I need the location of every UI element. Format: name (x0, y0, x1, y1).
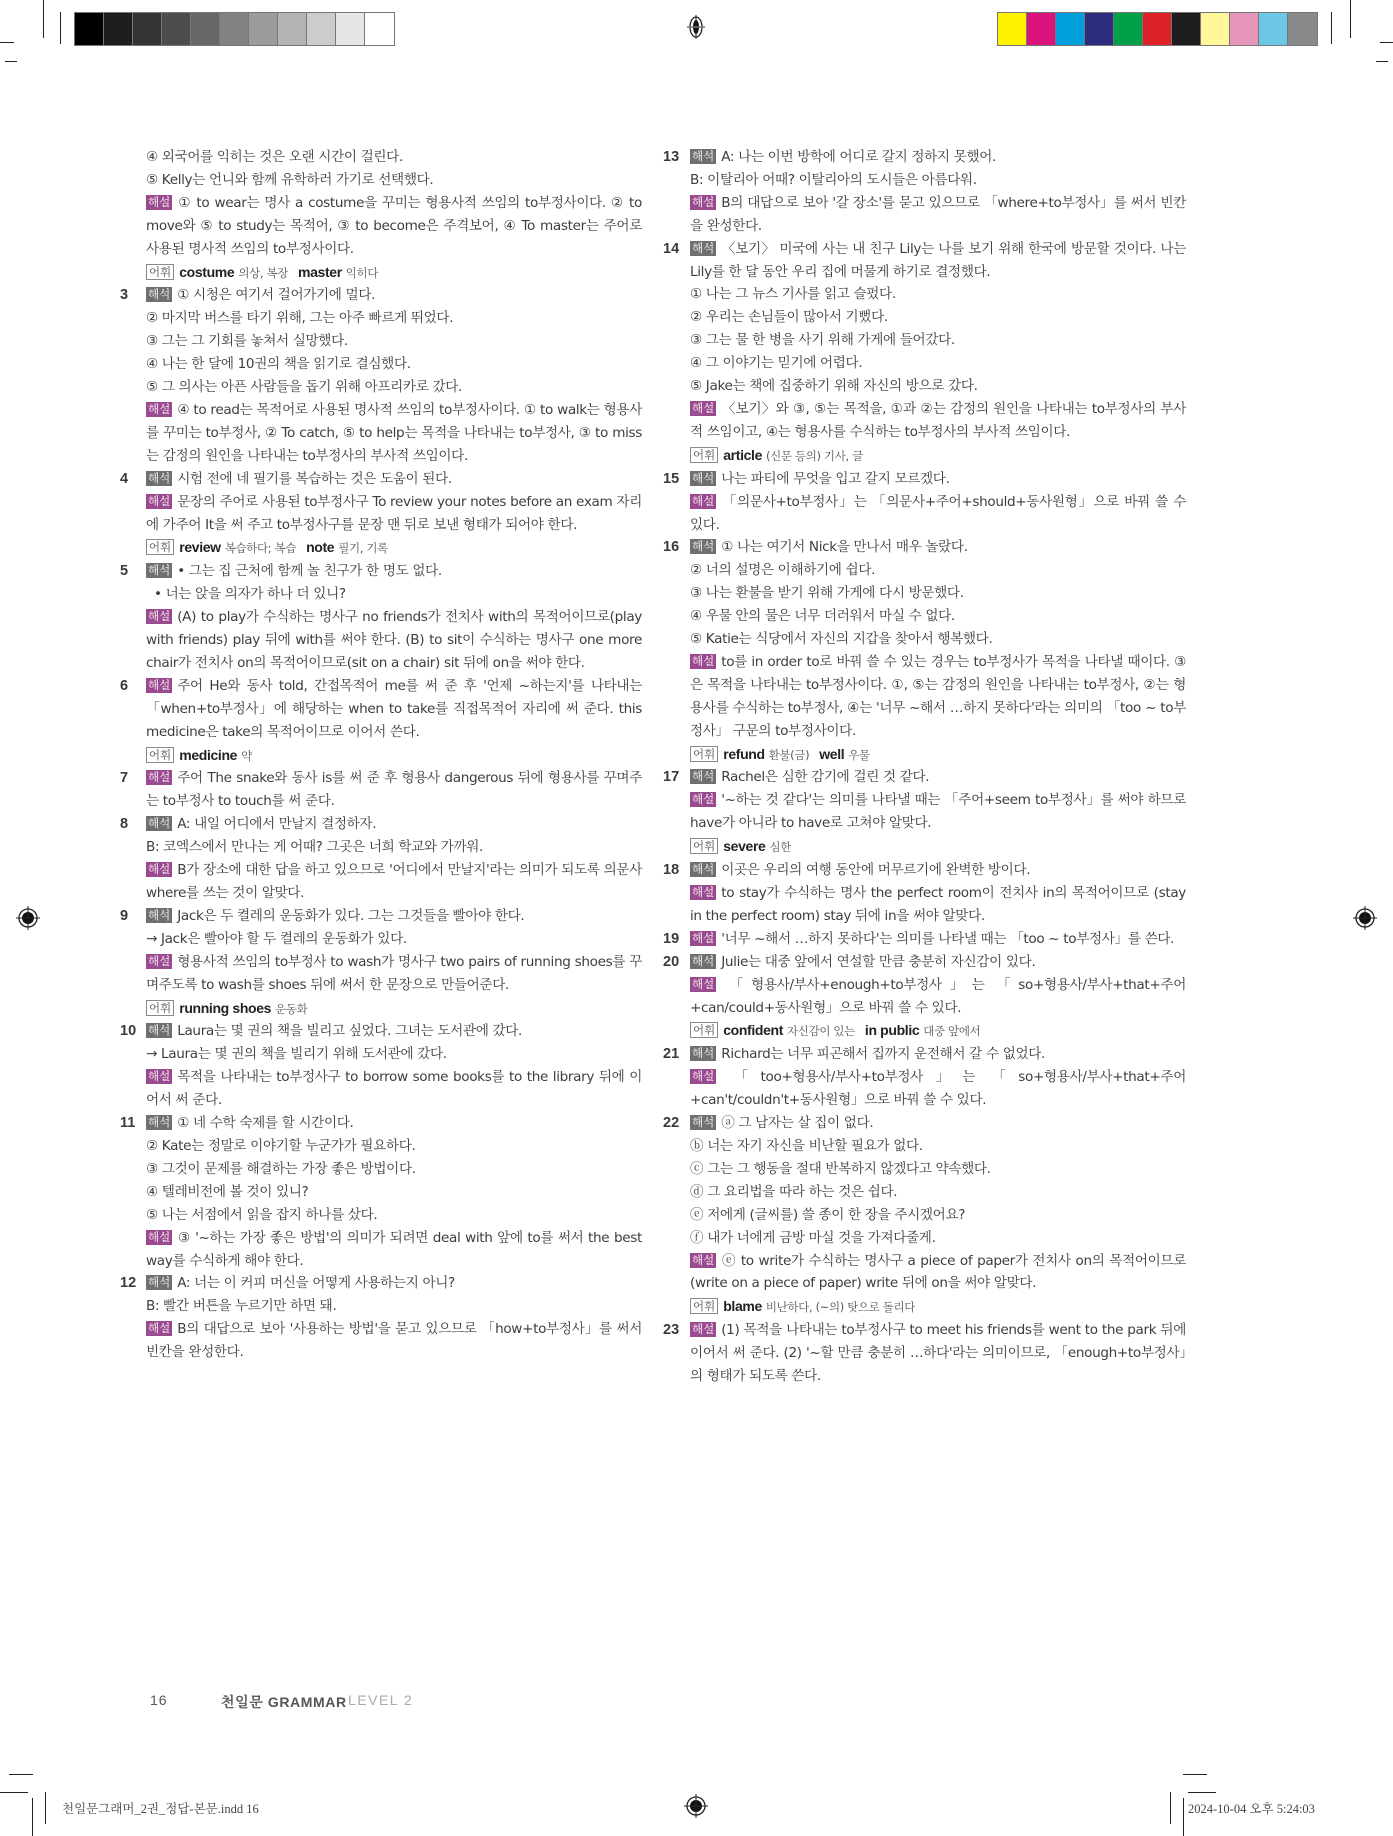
color-swatch (1085, 13, 1114, 45)
explanation-text: to stay가 수식하는 명사 the perfect room이 전치사 in의 목적어이므로 (stay in the perfect room) stay 뒤에 in을 써야 알맞다. (690, 885, 1186, 924)
vocabulary-badge: 어휘 (690, 1022, 718, 1038)
translation-line: B: 빨간 버튼을 누르기만 하면 돼. (146, 1298, 337, 1315)
explanation-text: (A) to play가 수식하는 명사구 no friends가 전치사 with의 목적어이므로(play with friends) play 뒤에 with를 써야 한다. (B) to sit이 수식하는 명사구 one more chair가 전치사 on의 목적어이므로(sit on a chair) sit 뒤에 on을 써야 한다. (146, 609, 642, 671)
translation-text: Julie는 대중 앞에서 연설할 만큼 충분히 자신감이 있다. (721, 953, 1036, 970)
vocabulary-block (690, 1295, 1186, 1319)
slug-filename: 천일문그래머_2권_정답-본문.indd 16 (62, 1802, 259, 1816)
translation-badge: 해석 (148, 816, 171, 831)
translation-line: ⑤ Kelly는 언니와 함께 유학하러 가기로 선택했다. (146, 171, 434, 188)
vocab-word: confident (723, 1022, 784, 1039)
vocab-word: master (297, 263, 342, 280)
item-number: 12 (120, 1275, 137, 1292)
explanation-block (690, 398, 1186, 444)
explanation-badge: 해설 (692, 976, 715, 991)
translation-line: ⑤ 그 의사는 아픈 사람들을 돕기 위해 아프리카로 갔다. (146, 379, 462, 396)
item-number: 6 (120, 677, 129, 694)
answer-item-22 (663, 1112, 1186, 1319)
translation-text: A: 나는 이번 방학에 어디로 갈지 정하지 못했어. (721, 149, 996, 165)
explanation-block (146, 1318, 642, 1364)
translation-badge: 해석 (692, 1115, 715, 1130)
explanation-badge: 해설 (692, 400, 715, 415)
explanation-block (146, 606, 642, 675)
explanation-badge: 해설 (148, 677, 171, 692)
explanation-block (690, 651, 1186, 743)
explanation-badge: 해설 (148, 194, 171, 209)
color-swatch (1114, 13, 1143, 45)
vocabulary-block (690, 1019, 1186, 1043)
explanation-block (146, 192, 642, 261)
crop-mark-bottom-left-v (32, 1798, 33, 1836)
translation-line: ⓒ 그는 그 행동을 절대 반복하지 않겠다고 약속했다. (690, 1160, 991, 1177)
answer-item-18 (663, 859, 1186, 928)
translation-badge: 해석 (148, 470, 171, 485)
item-number: 15 (663, 470, 680, 487)
answer-item-4 (120, 468, 642, 561)
translation-text: • 그는 집 근처에 함께 놀 친구가 한 명도 없다. (177, 563, 442, 580)
translation-badge: 해석 (148, 287, 171, 302)
answer-item-13 (663, 146, 1186, 238)
item-number: 17 (663, 769, 680, 786)
vocabulary-block (146, 744, 642, 768)
vocab-meaning: 약 (241, 748, 252, 763)
translation-badge: 해석 (692, 240, 715, 255)
slug-timestamp: 2024-10-04 오후 5:24:03 (1188, 1802, 1315, 1816)
translation-text: 시험 전에 네 필기를 복습하는 것은 도움이 된다. (177, 470, 452, 487)
translation-badge: 해석 (692, 769, 715, 784)
color-swatch (104, 13, 133, 45)
color-swatch (278, 13, 307, 45)
vocab-word: article (723, 446, 763, 463)
answer-column-right (663, 146, 1186, 1388)
translation-badge: 해석 (692, 862, 715, 877)
vocabulary-badge: 어휘 (146, 1000, 174, 1016)
page-number: 16 (150, 1692, 168, 1708)
vocab-meaning: 대중 앞에서 (923, 1024, 981, 1039)
explanation-badge: 해설 (148, 609, 171, 624)
explanation-badge: 해설 (692, 930, 715, 945)
vocabulary-badge: 어휘 (146, 539, 174, 555)
explanation-badge: 해설 (692, 885, 715, 899)
explanation-badge: 해설 (148, 401, 171, 416)
translation-line: ⓑ 너는 자기 자신을 비난할 필요가 없다. (690, 1137, 923, 1154)
color-swatch (1172, 13, 1201, 45)
crop-mark-bottom-right-h2 (1188, 1792, 1216, 1793)
explanation-badge: 해설 (692, 493, 715, 508)
translation-line: ② 우리는 손님들이 많아서 기뻤다. (690, 309, 888, 326)
item-number: 7 (120, 770, 129, 787)
color-swatch (998, 13, 1027, 45)
translation-line: ③ 그것이 문제를 해결하는 가장 좋은 방법이다. (146, 1160, 416, 1177)
answer-item-8 (120, 813, 642, 905)
item-number: 13 (663, 149, 680, 165)
explanation-text: 「too+형용사/부사+to부정사」는 「so+형용사/부사+that+주어+can't/couldn't+동사원형」으로 바꿔 쓸 수 있다. (690, 1069, 1186, 1109)
vocab-word: in public (864, 1022, 920, 1039)
answer-item-15 (663, 468, 1186, 537)
translation-badge: 해석 (692, 953, 715, 968)
color-swatch (1288, 13, 1317, 45)
translation-badge: 해석 (692, 470, 715, 485)
translation-block (146, 905, 642, 928)
explanation-block (690, 1066, 1186, 1112)
vocabulary-block (146, 261, 642, 285)
explanation-badge: 해설 (148, 770, 171, 785)
answer-item-6 (120, 675, 642, 768)
explanation-badge: 해설 (148, 1069, 171, 1084)
item-number: 3 (120, 287, 129, 304)
translation-line: ③ 나는 환불을 받기 위해 가게에 다시 방문했다. (690, 585, 964, 602)
answer-item-17 (663, 766, 1186, 859)
translation-line: → Jack은 빨아야 할 두 켤레의 운동화가 있다. (146, 930, 407, 947)
crop-mark-bottom-right-h (1183, 1774, 1207, 1775)
translation-text: Jack은 두 켤레의 운동화가 있다. 그는 그것들을 빨아야 한다. (177, 907, 525, 924)
color-swatch (220, 13, 249, 45)
color-swatch (1143, 13, 1172, 45)
explanation-badge: 해설 (148, 1321, 171, 1336)
crop-mark-bottom-left-h2 (0, 1792, 28, 1793)
vocab-word: note (306, 539, 335, 556)
answer-item-5 (120, 560, 642, 675)
vocabulary-block (146, 997, 642, 1021)
crop-mark-top-right-v2 (1331, 12, 1332, 44)
vocab-meaning: 환불(금) (768, 747, 810, 762)
explanation-text: B가 장소에 대한 답을 하고 있으므로 '어디에서 만날지'라는 의미가 되도록 의문사 where를 쓰는 것이 알맞다. (146, 862, 642, 901)
translation-line: ② Kate는 정말로 이야기할 누군가가 필요하다. (146, 1137, 416, 1154)
explanation-text: B의 대답으로 보아 '사용하는 방법'을 묻고 있으므로 「how+to부정사」를 써서 빈칸을 완성한다. (146, 1321, 642, 1361)
explanation-block (146, 859, 642, 905)
translation-text: ① 네 수학 숙제를 할 시간이다. (177, 1115, 354, 1132)
vocabulary-badge: 어휘 (690, 447, 718, 463)
translation-block (690, 536, 1186, 559)
explanation-block (146, 675, 642, 744)
translation-text: ⓐ 그 남자는 살 집이 없다. (721, 1115, 874, 1132)
translation-block (690, 238, 1186, 284)
translation-line: ④ 우물 안의 물은 너무 더러워서 마실 수 없다. (690, 608, 955, 625)
crop-mark-bottom-left-h (9, 1774, 33, 1775)
translation-line: ④ 그 이야기는 믿기에 어렵다. (690, 355, 863, 372)
translation-badge: 해석 (692, 539, 715, 554)
translation-block (690, 951, 1186, 974)
item-number: 22 (663, 1115, 680, 1132)
book-title: 천일문 GRAMMAR (221, 1694, 347, 1710)
explanation-badge: 해설 (692, 1069, 715, 1084)
explanation-block (146, 491, 642, 537)
color-swatch (133, 13, 162, 45)
translation-text: 나는 파티에 무엇을 입고 갈지 모르겠다. (721, 470, 950, 487)
item-number: 10 (120, 1023, 137, 1040)
answer-item-11 (120, 1112, 642, 1272)
translation-line: ② 마지막 버스를 타기 위해, 그는 아주 빠르게 뛰었다. (146, 310, 454, 327)
explanation-text: ① to wear는 명사 a costume을 꾸미는 형용사적 쓰임의 to부정사이다. ② to move와 ⑤ to study는 목적어, ③ to become은 주격보어, ④ To master는 주어로 사용된 명사적 쓰임의 to부정사이다. (146, 194, 642, 257)
color-swatch (162, 13, 191, 45)
explanation-badge: 해설 (692, 653, 715, 668)
translation-block (146, 1272, 642, 1295)
color-swatch (191, 13, 220, 45)
translation-text: Richard는 너무 피곤해서 집까지 운전해서 갈 수 없었다. (721, 1046, 1046, 1063)
explanation-text: 목적을 나타내는 to부정사구 to borrow some books를 to the library 뒤에 이어서 써 준다. (146, 1069, 642, 1109)
translation-line: ⑤ 나는 서점에서 읽을 잡지 하나를 샀다. (146, 1206, 378, 1223)
crop-mark-top-left-v2 (60, 12, 61, 44)
vocabulary-block (690, 743, 1186, 767)
translation-block (690, 859, 1186, 882)
explanation-block (146, 399, 642, 468)
translation-badge: 해석 (692, 149, 715, 163)
crop-mark-bottom-right-v (1183, 1798, 1184, 1836)
crop-mark-top-left-h2 (5, 61, 17, 62)
translation-block (146, 1112, 642, 1135)
vocab-word: blame (723, 1298, 762, 1315)
translation-text: 〈보기〉 미국에 사는 내 친구 Lily는 나를 보기 위해 한국에 방문할 것이다. 나는 Lily를 한 달 동안 우리 집에 머물게 하기로 결정했다. (690, 240, 1186, 280)
explanation-text: ④ to read는 목적어로 사용된 명사적 쓰임의 to부정사이다. ① to walk는 형용사를 꾸미는 to부정사, ② To catch, ⑤ to help는 목적을 나타내는 to부정사, ③ to miss는 감정의 원인을 나타내는 to부정사의 부사적 쓰임이다. (146, 401, 642, 464)
explanation-block (690, 974, 1186, 1020)
explanation-block (690, 928, 1186, 951)
vocab-word: refund (723, 745, 765, 762)
translation-block (690, 1112, 1186, 1135)
explanation-text: to를 in order to로 바꿔 쓸 수 있는 경우는 to부정사가 목적을 나타낼 때이다. ③은 목적을 나타내는 to부정사이다. ①, ⑤는 감정의 원인을 나타내는 to부정사, ②는 형용사를 수식하는 to부정사, ④는 '너무 ~해서 …하지 못하다'라는 의미의 「too ~ to부정사」 구문의 to부정사이다. (690, 653, 1186, 739)
explanation-badge: 해설 (692, 792, 715, 807)
vocabulary-block (690, 835, 1186, 859)
translation-block (146, 560, 642, 583)
color-swatch (307, 13, 336, 45)
explanation-text: '~하는 것 같다'는 의미를 나타낼 때는 「주어+seem to부정사」를 써야 하므로 have가 아니라 to have로 고쳐야 알맞다. (690, 792, 1186, 832)
translation-line: ③ 그는 그 기회를 놓쳐서 실망했다. (146, 333, 348, 350)
vocab-word: well (819, 745, 845, 762)
translation-text: A: 너는 이 커피 머신을 어떻게 사용하는지 아니? (177, 1275, 455, 1292)
answer-item-12 (120, 1272, 642, 1364)
translation-badge: 해석 (148, 1115, 171, 1130)
vocab-word: running shoes (179, 999, 272, 1016)
color-swatch (336, 13, 365, 45)
translation-line: ① 나는 그 뉴스 기사를 읽고 슬펐다. (690, 286, 896, 303)
translation-line: • 너는 앉을 의자가 하나 더 있니? (154, 586, 346, 603)
translation-badge: 해석 (148, 563, 171, 578)
explanation-badge: 해설 (692, 1252, 715, 1267)
translation-block (146, 813, 642, 836)
translation-block (690, 766, 1186, 789)
vocabulary-badge: 어휘 (690, 746, 718, 762)
translation-line: ⓔ 저에게 (글씨를) 쓸 종이 한 장을 주시겠어요? (690, 1206, 966, 1223)
explanation-block (146, 1227, 642, 1273)
crop-mark-top-left-v (43, 0, 44, 38)
item-number: 18 (663, 862, 680, 879)
vocab-meaning: 운동화 (275, 1001, 308, 1016)
vocabulary-badge: 어휘 (690, 838, 718, 854)
item-number: 21 (663, 1046, 680, 1063)
vocabulary-badge: 어휘 (690, 1298, 718, 1314)
answer-item-9 (120, 905, 642, 1021)
crop-mark-top-right-h (1380, 42, 1393, 43)
cmyk-color-bar (997, 12, 1318, 46)
translation-line: ⑤ Jake는 책에 집중하기 위해 자신의 방으로 갔다. (690, 378, 978, 395)
vocab-meaning: (신문 등의) 기사, 글 (766, 448, 863, 463)
color-swatch (1056, 13, 1085, 45)
item-number: 19 (663, 930, 680, 947)
item-number: 5 (120, 563, 129, 580)
crop-mark-top-right-v (1350, 0, 1351, 38)
translation-block (690, 146, 1186, 169)
vocab-word: costume (179, 263, 235, 280)
color-swatch (365, 13, 394, 45)
item-number: 4 (120, 470, 129, 487)
explanation-text: 형용사적 쓰임의 to부정사 to wash가 명사구 two pairs of running shoes를 꾸며주도록 to wash를 shoes 뒤에 써서 한 문장으로 만들어준다. (146, 953, 642, 993)
vocab-meaning: 비난하다, (~의) 탓으로 돌리다 (765, 1300, 916, 1315)
vocab-word: review (179, 539, 221, 556)
translation-badge: 해석 (148, 1023, 171, 1038)
registration-mark-icon (16, 906, 40, 930)
explanation-badge: 해설 (692, 1322, 715, 1337)
explanation-block (690, 882, 1186, 928)
item-number: 23 (663, 1322, 680, 1339)
vocabulary-badge: 어휘 (146, 264, 174, 280)
explanation-text: 주어 He와 동사 told, 간접목적어 me를 써 준 후 '언제 ~하는지'를 나타내는 「when+to부정사」에 해당하는 when to take를 직접목적어 자리에 써 준다. this medicine은 take의 목적어이므로 이어서 쓴다. (146, 677, 642, 740)
translation-badge: 해석 (148, 1275, 171, 1290)
item-number: 14 (663, 240, 680, 257)
color-swatch (75, 13, 104, 45)
crop-mark-top-left-h (0, 42, 14, 43)
item-number: 8 (120, 816, 129, 833)
vocabulary-block (690, 444, 1186, 468)
answer-item-3 (120, 284, 642, 467)
translation-text: ① 시청은 여기서 걸어가기에 멀다. (177, 287, 376, 304)
registration-mark-icon (684, 15, 708, 39)
translation-line: ② 너의 설명은 이해하기에 쉽다. (690, 562, 876, 579)
item-number: 9 (120, 907, 129, 924)
vocab-word: severe (723, 838, 766, 855)
answer-item-10 (120, 1020, 642, 1112)
translation-line: ③ 그는 물 한 병을 사기 위해 가게에 들어갔다. (690, 332, 955, 349)
vocab-meaning: 우물 (848, 747, 870, 762)
item-number: 11 (120, 1115, 136, 1132)
explanation-text: 〈보기〉와 ③, ⑤는 목적을, ①과 ②는 감정의 원인을 나타내는 to부정사의 부사적 쓰임이고, ④는 형용사를 수식하는 to부정사의 부사적 쓰임이다. (690, 400, 1186, 440)
crop-mark-top-right-h2 (1376, 61, 1388, 62)
translation-block (146, 468, 642, 491)
answer-item-2-continued (146, 146, 642, 284)
translation-line: ④ 나는 한 달에 10권의 책을 읽기로 결심했다. (146, 356, 411, 373)
explanation-badge: 해설 (148, 1229, 171, 1244)
grayscale-color-bar (74, 12, 395, 46)
item-number: 20 (663, 953, 680, 970)
vocab-meaning: 익히다 (345, 265, 379, 280)
explanation-block (690, 192, 1186, 238)
translation-line: B: 이탈리아 어때? 이탈리아의 도시들은 아름다워. (690, 171, 977, 188)
explanation-badge: 해설 (692, 194, 715, 209)
answer-item-20 (663, 951, 1186, 1044)
item-number: 16 (663, 539, 680, 556)
translation-line: ④ 텔레비전에 볼 것이 있니? (146, 1183, 309, 1200)
explanation-block (690, 491, 1186, 537)
explanation-text: ⓔ to write가 수식하는 명사구 a piece of paper가 전치사 on의 목적어이므로(write on a piece of paper) write 뒤에 on을 써야 알맞다. (690, 1252, 1186, 1292)
translation-line: ④ 외국어를 익히는 것은 오랜 시간이 걸린다. (146, 149, 403, 165)
translation-block (690, 468, 1186, 491)
explanation-block (690, 1319, 1186, 1388)
explanation-badge: 해설 (148, 862, 171, 877)
explanation-text: ③ '~하는 가장 좋은 방법'의 의미가 되려면 deal with 앞에 to를 써서 the best way를 수식하게 해야 한다. (146, 1229, 642, 1269)
explanation-block (146, 767, 642, 813)
answer-item-19 (663, 928, 1186, 951)
color-swatch (1027, 13, 1056, 45)
answer-item-16 (663, 536, 1186, 766)
crop-mark-bottom-right-v2 (1170, 1792, 1171, 1824)
vocab-word: medicine (179, 746, 238, 763)
translation-line: → Laura는 몇 권의 책을 빌리기 위해 도서관에 갔다. (146, 1046, 447, 1063)
explanation-text: 주어 The snake와 동사 is를 써 준 후 형용사 dangerous 뒤에 형용사를 꾸며주는 to부정사 to touch를 써 준다. (146, 770, 642, 810)
explanation-text: (1) 목적을 나타내는 to부정사구 to meet his friends를 went to the park 뒤에 이어서 써 준다. (2) '~할 만큼 충분히 …하다'라는 의미이므로, 「enough+to부정사」의 형태가 되도록 쓴다. (690, 1322, 1186, 1385)
color-swatch (1230, 13, 1259, 45)
translation-badge: 해석 (148, 907, 171, 922)
vocab-meaning: 복습하다; 복습 (224, 541, 297, 556)
color-swatch (1259, 13, 1288, 45)
translation-text: ① 나는 여기서 Nick을 만나서 매우 놀랐다. (721, 539, 968, 556)
explanation-badge: 해설 (148, 953, 171, 968)
translation-text: A: 내일 어디에서 만날지 결정하자. (177, 816, 377, 833)
translation-badge: 해석 (692, 1046, 715, 1061)
book-level: LEVEL 2 (348, 1692, 414, 1708)
answer-item-14 (663, 238, 1186, 468)
registration-mark-icon (684, 1794, 708, 1818)
vocab-meaning: 의상, 복장 (238, 265, 288, 280)
explanation-block (146, 951, 642, 997)
explanation-text: B의 대답으로 보아 '갈 장소'를 묻고 있으므로 「where+to부정사」를 써서 빈칸을 완성한다. (690, 194, 1186, 234)
explanation-text: '너무 ~해서 …하지 못하다'는 의미를 나타낼 때는 「too ~ to부정사」를 쓴다. (721, 930, 1175, 947)
color-swatch (1201, 13, 1230, 45)
explanation-badge: 해설 (148, 493, 171, 508)
vocab-meaning: 심한 (769, 840, 792, 855)
crop-mark-bottom-left-v2 (45, 1792, 46, 1824)
answer-item-7 (120, 767, 642, 813)
translation-text: Rachel은 심한 감기에 걸린 것 같다. (721, 769, 930, 786)
translation-line: ⓓ 그 요리법을 따라 하는 것은 쉽다. (690, 1183, 898, 1200)
vocabulary-block (146, 536, 642, 560)
explanation-block (690, 1250, 1186, 1296)
vocabulary-badge: 어휘 (146, 747, 174, 763)
color-swatch (249, 13, 278, 45)
translation-line: B: 코엑스에서 만나는 게 어때? 그곳은 너희 학교와 가까워. (146, 839, 484, 856)
translation-text: Laura는 몇 권의 책을 빌리고 싶었다. 그녀는 도서관에 갔다. (177, 1023, 523, 1040)
translation-line: ⓕ 내가 너에게 금방 마실 것을 가져다줄게. (690, 1229, 936, 1246)
translation-block (146, 1020, 642, 1043)
translation-block (146, 284, 642, 307)
vocab-meaning: 자신감이 있는 (787, 1024, 855, 1039)
explanation-block (146, 1066, 642, 1112)
explanation-text: 「형용사/부사+enough+to부정사」는 「so+형용사/부사+that+주어+can/could+동사원형」으로 바꿔 쓸 수 있다. (690, 976, 1186, 1016)
registration-mark-icon (1353, 906, 1377, 930)
translation-text: 이곳은 우리의 여행 동안에 머무르기에 완벽한 방이다. (721, 862, 1031, 879)
answer-item-21 (663, 1043, 1186, 1112)
vocab-meaning: 필기, 기록 (338, 541, 388, 556)
explanation-block (690, 789, 1186, 835)
answer-item-23 (663, 1319, 1186, 1388)
translation-line: ⑤ Katie는 식당에서 자신의 지갑을 찾아서 행복했다. (690, 631, 993, 648)
explanation-text: 문장의 주어로 사용된 to부정사구 To review your notes before an exam 자리에 가주어 It을 써 주고 to부정사구를 문장 맨 뒤로 보낸 형태가 되어야 한다. (146, 493, 642, 533)
translation-block (690, 1043, 1186, 1066)
answer-column-left (120, 146, 642, 1364)
explanation-text: 「의문사+to부정사」는 「의문사+주어+should+동사원형」으로 바꿔 쓸 수 있다. (690, 493, 1186, 533)
